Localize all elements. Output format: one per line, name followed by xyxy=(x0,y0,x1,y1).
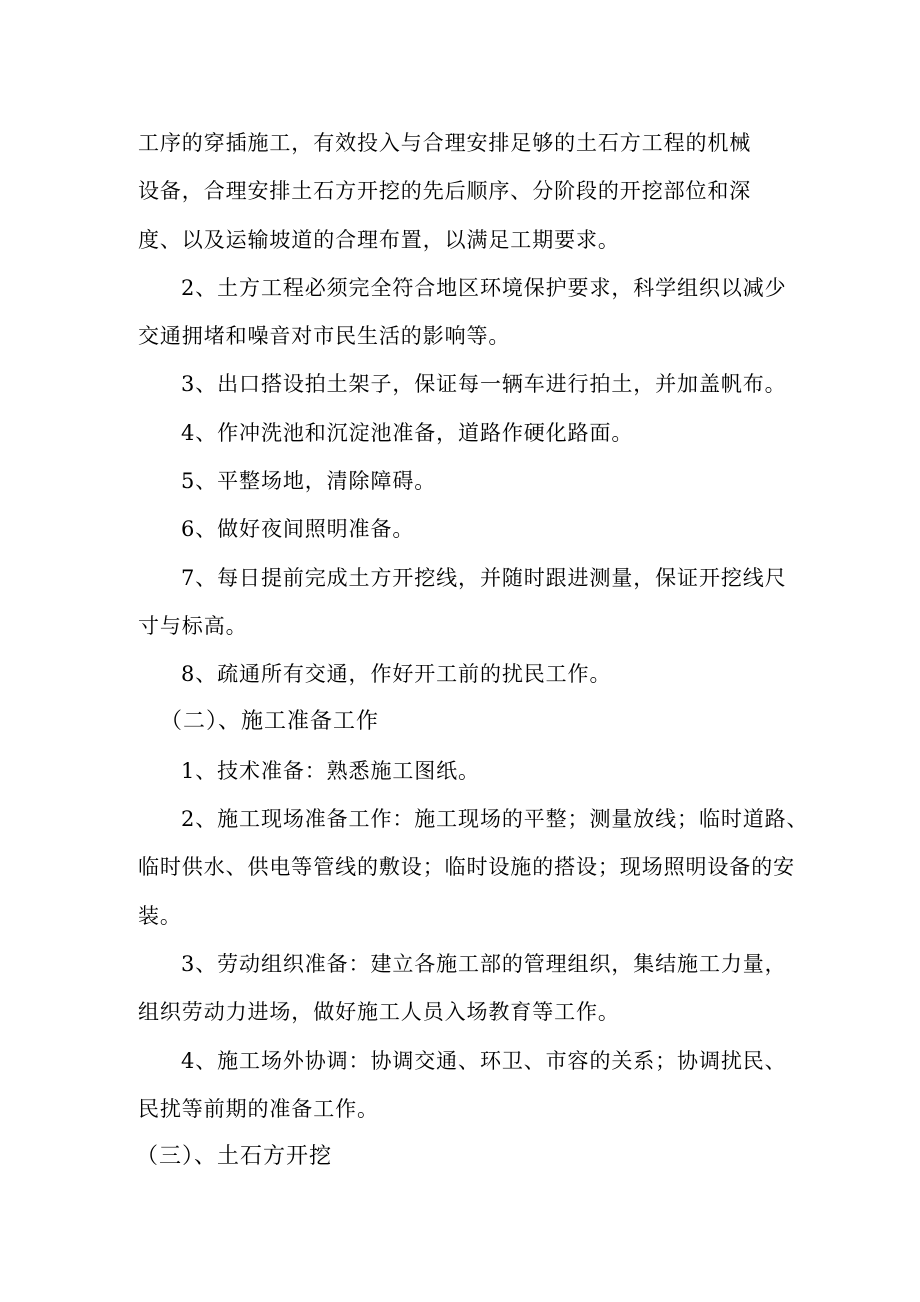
paragraph-line: 工序的穿插施工，有效投入与合理安排足够的土石方工程的机械 xyxy=(138,131,752,155)
paragraph-line: 3、出口搭设拍土架子，保证每一辆车进行拍土，并加盖帆布。 xyxy=(181,372,787,396)
paragraph-line: 民扰等前期的准备工作。 xyxy=(138,1097,379,1121)
paragraph-line: 7、每日提前完成土方开挖线，并随时跟进测量，保证开挖线尺 xyxy=(181,566,787,590)
paragraph-line: 临时供水、供电等管线的敷设；临时设施的搭设；现场照明设备的安 xyxy=(138,855,795,879)
paragraph-line: 4、施工场外协调：协调交通、环卫、市容的关系；协调扰民、 xyxy=(181,1049,787,1073)
paragraph-line: 1、技术准备：熟悉施工图纸。 xyxy=(181,759,480,783)
paragraph-line: 2、施工现场准备工作：施工现场的平整；测量放线；临时道路、 xyxy=(181,807,809,831)
paragraph-line: 交通拥堵和噪音对市民生活的影响等。 xyxy=(138,324,511,348)
paragraph-line: 装。 xyxy=(138,904,182,928)
paragraph-line: 5、平整场地，清除障碍。 xyxy=(181,469,437,493)
paragraph-line: 4、作冲洗池和沉淀池准备，道路作硬化路面。 xyxy=(181,421,634,445)
paragraph-line: 设备，合理安排土石方开挖的先后顺序、分阶段的开挖部位和深 xyxy=(138,179,752,203)
section-heading: （三）、土石方开挖 xyxy=(136,1144,333,1169)
paragraph-line: 寸与标高。 xyxy=(138,614,248,638)
paragraph-line: 2、土方工程必须完全符合地区环境保护要求，科学组织以减少 xyxy=(181,276,787,300)
paragraph-line: 组织劳动力进场，做好施工人员入场教育等工作。 xyxy=(138,1000,620,1024)
section-heading: （二）、施工准备工作 xyxy=(160,709,380,734)
paragraph-line: 3、劳动组织准备：建立各施工部的管理组织，集结施工力量， xyxy=(181,952,787,976)
paragraph-line: 度、以及运输坡道的合理布置，以满足工期要求。 xyxy=(138,228,620,252)
paragraph-line: 8、疏通所有交通，作好开工前的扰民工作。 xyxy=(181,662,612,686)
paragraph-line: 6、做好夜间照明准备。 xyxy=(181,517,415,541)
